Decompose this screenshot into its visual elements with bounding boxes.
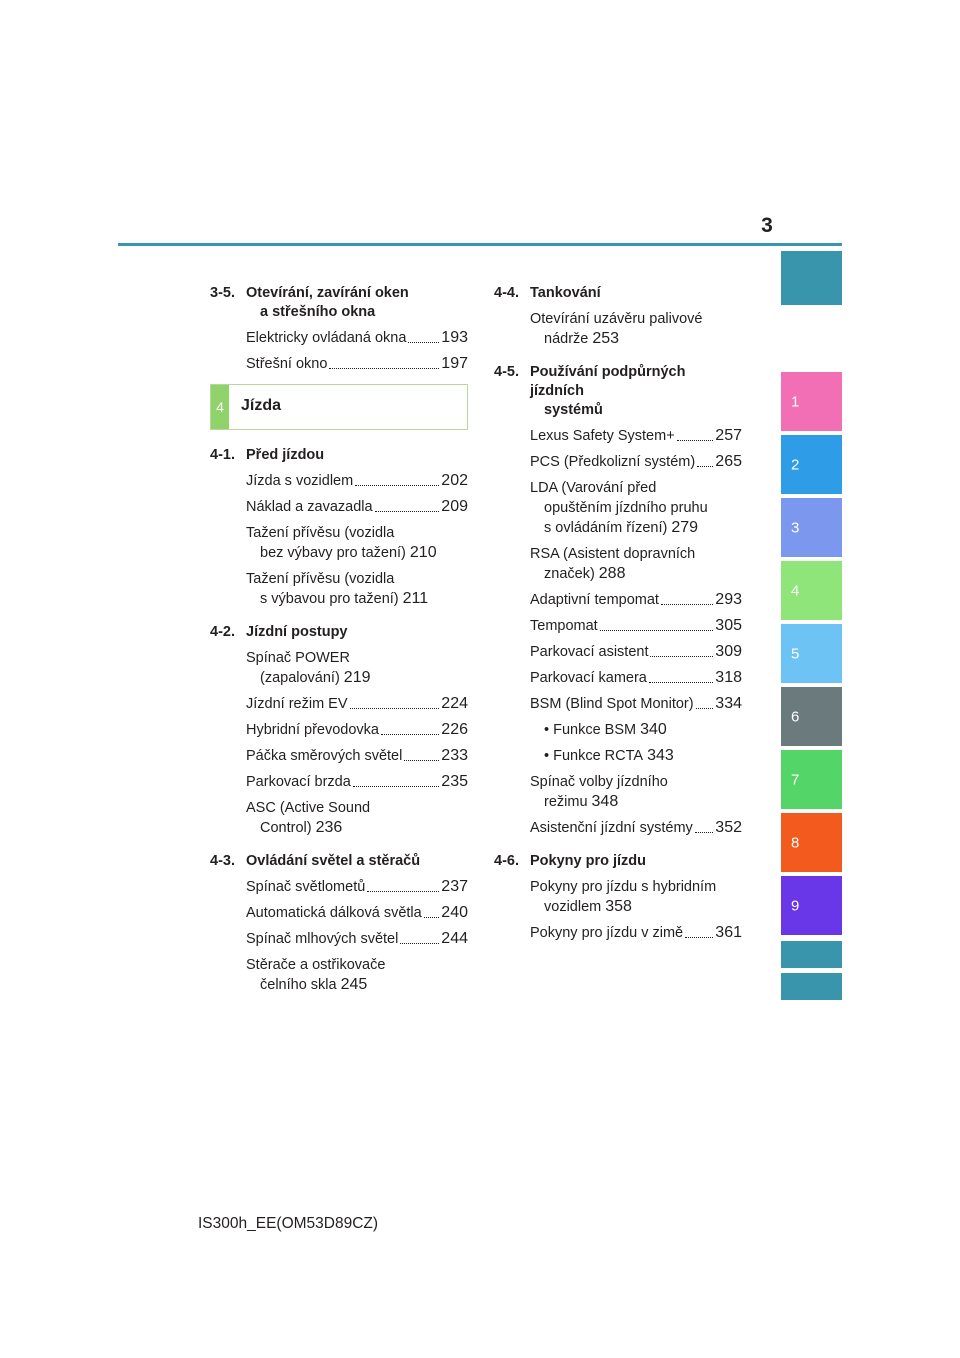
page-number: 3 [761, 214, 773, 237]
toc-entry[interactable]: Tempomat 305 [530, 617, 742, 634]
toc-entry[interactable]: Jízdní režim EV 224 [246, 695, 468, 712]
toc-entry[interactable]: Jízda s vozidlem 202 [246, 472, 468, 489]
toc-entry[interactable]: Elektricky ovládaná okna 193 [246, 329, 468, 346]
toc-entry[interactable]: BSM (Blind Spot Monitor) 334 [530, 695, 742, 712]
toc-entry[interactable]: Asistenční jízdní systémy 352 [530, 819, 742, 836]
toc-entry[interactable]: Parkovací kamera 318 [530, 669, 742, 686]
toc-entry[interactable]: Tažení přívěsu (vozidla s výbavou pro tažení) 211 [246, 571, 429, 607]
side-tab-6[interactable]: 6 [781, 687, 842, 746]
side-tab-5[interactable]: 5 [781, 624, 842, 683]
toc-entry[interactable]: Lexus Safety System+ 257 [530, 427, 742, 444]
toc-entry[interactable]: Pokyny pro jízdu v zimě 361 [530, 924, 742, 941]
toc-entry[interactable]: Spínač světlometů 237 [246, 878, 468, 895]
side-tab-7[interactable]: 7 [781, 750, 842, 809]
section-4-4-heading: 4-4. Tankování [494, 285, 601, 301]
toc-entry[interactable]: Náklad a zavazadla 209 [246, 498, 468, 515]
toc-subentry[interactable]: • Funkce BSM 340 [544, 721, 667, 738]
toc-entry[interactable]: Adaptivní tempomat 293 [530, 591, 742, 608]
side-tab-2[interactable]: 2 [781, 435, 842, 494]
toc-entry[interactable]: Spínač volby jízdního režimu 348 [530, 774, 668, 810]
chapter-number: 4 [211, 385, 229, 429]
toc-subentry[interactable]: • Funkce RCTA 343 [544, 747, 674, 764]
side-tab-9[interactable]: 9 [781, 876, 842, 935]
header-rule [118, 243, 842, 246]
chapter-title: Jízda [241, 397, 282, 414]
side-tab-top[interactable] [781, 251, 842, 305]
side-tab-1[interactable]: 1 [781, 372, 842, 431]
section-4-5-heading: 4-5. Používání podpůrných jízdních systémů [494, 364, 686, 418]
toc-entry[interactable]: Hybridní převodovka 226 [246, 721, 468, 738]
section-4-3-heading: 4-3. Ovládání světel a stěračů [210, 853, 421, 869]
side-tab-bottom-2[interactable] [781, 973, 842, 1000]
toc-right-column [494, 284, 742, 943]
side-tab-bottom-1[interactable] [781, 941, 842, 968]
toc-entry[interactable]: Spínač POWER (zapalování) 219 [246, 650, 371, 686]
section-4-6-heading: 4-6. Pokyny pro jízdu [494, 853, 647, 869]
section-3-5-heading: 3-5. Otevírání, zavírání oken a střešního okna [210, 285, 409, 320]
toc-entry[interactable]: Parkovací asistent 309 [530, 643, 742, 660]
toc-entry[interactable]: Otevírání uzávěru palivové nádrže 253 [530, 311, 703, 347]
side-tab-8[interactable]: 8 [781, 813, 842, 872]
toc-left-column [210, 284, 468, 995]
toc-entry[interactable]: LDA (Varování před opuštěním jízdního pruhu s ovládáním řízení) 279 [530, 480, 708, 536]
document-code-footer: IS300h_EE(OM53D89CZ) [198, 1215, 379, 1232]
chapter-4-header[interactable] [210, 384, 468, 430]
toc-entry[interactable]: Páčka směrových světel 233 [246, 747, 468, 764]
toc-entry[interactable]: Parkovací brzda 235 [246, 773, 468, 790]
toc-entry[interactable]: RSA (Asistent dopravních značek) 288 [530, 546, 696, 582]
toc-entry[interactable]: Střešní okno 197 [246, 355, 468, 372]
toc-entry[interactable]: Automatická dálková světla 240 [246, 904, 468, 921]
toc-entry[interactable]: Stěrače a ostřikovače čelního skla 245 [246, 957, 386, 993]
side-tab-3[interactable]: 3 [781, 498, 842, 557]
toc-entry[interactable]: Spínač mlhových světel 244 [246, 930, 468, 947]
toc-entry[interactable]: PCS (Předkolizní systém) 265 [530, 453, 742, 470]
section-4-1-heading: 4-1. Před jízdou [210, 447, 325, 463]
toc-entry[interactable]: ASC (Active Sound Control) 236 [246, 800, 371, 836]
section-4-2-heading: 4-2. Jízdní postupy [210, 624, 348, 640]
side-tab-4[interactable]: 4 [781, 561, 842, 620]
toc-entry[interactable]: Tažení přívěsu (vozidla bez výbavy pro tažení) 210 [246, 525, 437, 561]
toc-entry[interactable]: Pokyny pro jízdu s hybridním vozidlem 358 [530, 879, 717, 915]
